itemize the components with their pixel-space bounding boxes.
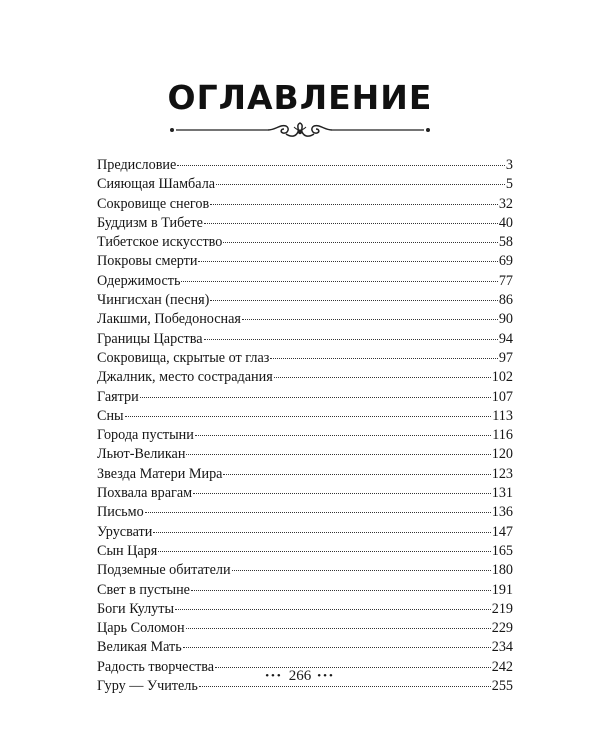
toc-entry: [97, 600, 513, 619]
dot-leader: [274, 376, 491, 378]
toc-entry-title: Чингисхан (песня): [97, 292, 210, 309]
dot-leader: [198, 260, 497, 262]
toc-entry-title: Звезда Матери Мира: [97, 465, 223, 482]
toc-entry-title: Тибетское искусство: [97, 234, 223, 251]
dot-leader: [210, 203, 498, 205]
toc-entry-title: Покровы смерти: [97, 253, 198, 270]
toc-entry-page: 165: [491, 542, 513, 559]
toc-entry: [97, 619, 513, 638]
dot-leader: [193, 492, 491, 494]
toc-entry-page: 86: [498, 292, 513, 309]
toc-entry-title: Границы Царства: [97, 330, 203, 347]
toc-entry: [97, 638, 513, 657]
toc-entry: [97, 195, 513, 214]
toc-entry-page: 255: [491, 678, 513, 695]
toc-entry: [97, 252, 513, 271]
dot-leader: [158, 550, 490, 552]
toc-entry-title: Сокровища, скрытые от глаз: [97, 349, 270, 366]
toc-entry-page: 116: [492, 427, 513, 444]
flourish-divider-icon: [168, 118, 432, 142]
toc-entry: [97, 542, 513, 561]
toc-entry-title: Гуру — Учитель: [97, 678, 198, 695]
dot-leader: [195, 434, 491, 436]
page-title: ОГЛАВЛЕНИЕ: [167, 78, 433, 117]
dot-leader: [210, 299, 497, 301]
dot-leader: [223, 241, 497, 243]
toc-entry-page: 40: [498, 214, 513, 231]
toc-entry: [97, 272, 513, 291]
dot-leader: [186, 627, 491, 629]
toc-entry-title: Радость творчества: [97, 658, 215, 675]
dot-leader: [204, 222, 498, 224]
dot-leader: [186, 453, 490, 455]
toc-entry-page: 131: [491, 485, 513, 502]
toc-entry-page: 123: [491, 465, 513, 482]
toc-entry-title: Одержимость: [97, 272, 181, 289]
toc-entry-title: Подземные обитатели: [97, 562, 231, 579]
toc-entry: [97, 349, 513, 368]
dot-leader: [183, 646, 491, 648]
toc-entry-title: Сын Царя: [97, 542, 158, 559]
toc-entry: [97, 407, 513, 426]
toc-entry-page: 219: [491, 600, 513, 617]
toc-entry-page: 90: [498, 311, 513, 328]
toc-entry-title: Свет в пустыне: [97, 581, 190, 598]
footer-left-marks: •••: [265, 670, 283, 682]
toc-entry-page: 191: [491, 581, 513, 598]
toc-entry-title: Города пустыни: [97, 427, 194, 444]
dot-leader: [175, 608, 491, 610]
toc-entry-title: Гаятри: [97, 388, 139, 405]
toc-entry-page: 229: [491, 620, 513, 637]
toc-entry: [97, 426, 513, 445]
toc-entry-title: Похвала врагам: [97, 485, 193, 502]
toc-entry-title: Сокровище снегов: [97, 195, 210, 212]
toc-entry: [97, 503, 513, 522]
toc-entry: [97, 581, 513, 600]
dot-leader: [232, 569, 491, 571]
toc-entry: [97, 445, 513, 464]
toc-entry: [97, 233, 513, 252]
toc-entry: [97, 523, 513, 542]
toc-entry-title: Великая Мать: [97, 639, 182, 656]
toc-entry: [97, 465, 513, 484]
dot-leader: [191, 589, 491, 591]
toc-entry: [97, 484, 513, 503]
toc-entry-page: 3: [505, 157, 513, 173]
table-of-contents: [97, 156, 513, 696]
toc-entry: [97, 330, 513, 349]
footer-right-marks: •••: [317, 670, 335, 682]
toc-entry-title: Джалник, место сострадания: [97, 369, 273, 386]
toc-entry-title: Сны: [97, 407, 124, 424]
page-footer: [0, 668, 600, 685]
dot-leader: [145, 511, 491, 513]
toc-entry-page: 5: [505, 176, 513, 193]
toc-entry: [97, 310, 513, 329]
dot-leader: [204, 338, 498, 340]
toc-entry-page: 32: [498, 195, 513, 212]
toc-entry-title: Царь Соломон: [97, 620, 185, 637]
toc-entry-page: 94: [498, 330, 513, 347]
toc-entry-page: 234: [491, 639, 513, 656]
toc-entry-page: 69: [498, 253, 513, 270]
toc-entry-page: 242: [491, 658, 513, 675]
toc-entry-title: Предисловие: [97, 157, 177, 173]
toc-entry-title: Боги Кулуты: [97, 600, 174, 617]
page-number: 266: [288, 668, 312, 684]
toc-entry-page: 107: [491, 388, 513, 405]
toc-entry-title: Урусвати: [97, 523, 153, 540]
toc-entry: [97, 156, 513, 175]
toc-entry: [97, 214, 513, 233]
toc-entry: [97, 388, 513, 407]
toc-entry-page: 120: [491, 446, 513, 463]
dot-leader: [242, 318, 498, 320]
dot-leader: [199, 685, 491, 687]
toc-entry: [97, 561, 513, 580]
dot-leader: [216, 183, 505, 185]
toc-entry-title: Письмо: [97, 504, 144, 521]
toc-entry-page: 77: [498, 272, 513, 289]
toc-entry-page: 136: [491, 504, 513, 521]
toc-entry: [97, 291, 513, 310]
toc-entry-title: Сияющая Шамбала: [97, 176, 216, 193]
toc-entry-title: Лакшми, Победоносная: [97, 311, 241, 328]
toc-entry-title: Буддизм в Тибете: [97, 214, 203, 231]
toc-entry-page: 102: [491, 369, 513, 386]
toc-entry-page: 97: [498, 349, 513, 366]
toc-entry-title: Льют-Великан: [97, 446, 186, 463]
toc-entry: [97, 175, 513, 194]
dot-leader: [140, 396, 491, 398]
dot-leader: [177, 164, 505, 166]
dot-leader: [153, 531, 490, 533]
toc-entry: [97, 368, 513, 387]
toc-entry-page: 147: [491, 523, 513, 540]
toc-entry-page: 58: [498, 234, 513, 251]
dot-leader: [270, 357, 497, 359]
dot-leader: [181, 280, 497, 282]
toc-entry-page: 113: [492, 407, 513, 424]
toc-entry-page: 180: [491, 562, 513, 579]
dot-leader: [223, 473, 490, 475]
dot-leader: [125, 415, 492, 417]
